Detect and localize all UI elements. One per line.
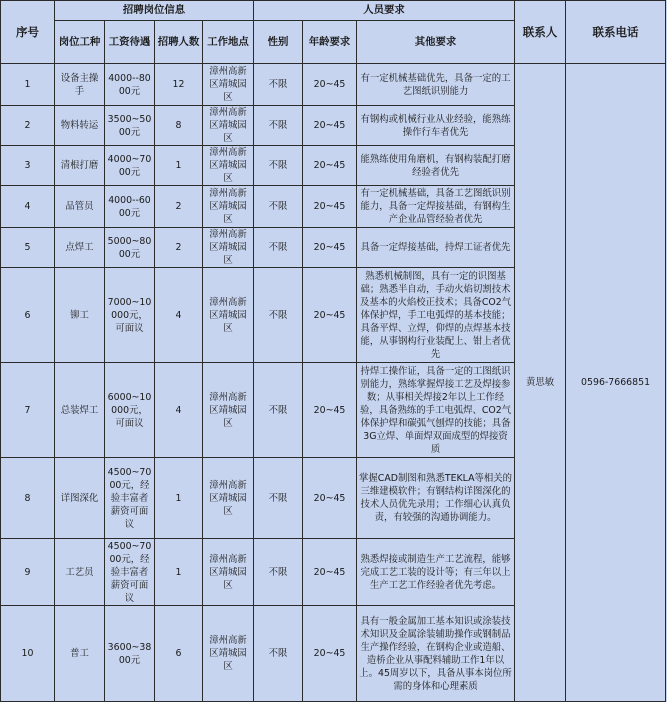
location-cell: 漳州高新区靖城园区 [203,458,254,539]
job-cell: 工艺员 [55,539,105,606]
job-cell: 详图深化 [55,458,105,539]
seq-cell: 5 [1,228,55,268]
gender-cell: 不限 [254,146,303,186]
salary-cell: 4000~7000元 [105,146,155,186]
seq-cell: 8 [1,458,55,539]
location-cell: 漳州高新区靖城园区 [203,606,254,702]
other-requirements-cell: 有一定机械基础优先，具备一定的工艺图纸识别能力 [357,64,515,106]
job-info-group-header: 招聘岗位信息 [55,1,254,21]
gender-cell: 不限 [254,64,303,106]
count-cell: 4 [155,363,203,458]
salary-cell: 4000--6000元 [105,186,155,228]
seq-cell: 4 [1,186,55,228]
count-cell: 2 [155,228,203,268]
age-cell: 20~45 [303,268,357,363]
col-count-header: 招聘人数 [155,21,203,64]
age-cell: 20~45 [303,606,357,702]
gender-cell: 不限 [254,539,303,606]
salary-cell: 3600~3800元 [105,606,155,702]
job-cell: 品管员 [55,186,105,228]
salary-cell: 3500~5000元 [105,106,155,146]
gender-cell: 不限 [254,106,303,146]
location-cell: 漳州高新区靖城园区 [203,146,254,186]
job-cell: 总装焊工 [55,363,105,458]
col-salary-header: 工资待遇 [105,21,155,64]
age-cell: 20~45 [303,106,357,146]
other-requirements-cell: 熟悉焊接或制造生产工艺流程，能够完成工艺工装的设计等；有三年以上生产工艺工作经验者优先考虑。 [357,539,515,606]
col-phone-header: 联系电话 [566,1,666,64]
location-cell: 漳州高新区靖城园区 [203,186,254,228]
location-cell: 漳州高新区靖城园区 [203,539,254,606]
location-cell: 漳州高新区靖城园区 [203,64,254,106]
location-cell: 漳州高新区靖城园区 [203,268,254,363]
age-cell: 20~45 [303,539,357,606]
age-cell: 20~45 [303,228,357,268]
other-requirements-cell: 有一定机械基础，具备工艺图纸识别能力，具备一定焊接基础，有钢构生产企业品管经验者优先 [357,186,515,228]
gender-cell: 不限 [254,186,303,228]
personnel-requirements-group-header: 人员要求 [254,1,515,21]
salary-cell: 4000--8000元 [105,64,155,106]
salary-cell: 6000~10000元，可面议 [105,363,155,458]
other-requirements-cell: 具有一般金属加工基本知识或涂装技术知识及金属涂装辅助操作或钢制品生产操作经验，在钢构企业或造船、造桥企业从事配料辅助工作1年以上。45周岁以下，具备从事本岗位所需的身体和心理素质 [357,606,515,702]
col-location-header: 工作地点 [203,21,254,64]
other-requirements-cell: 有钢构或机械行业从业经验，能熟练操作行车者优先 [357,106,515,146]
count-cell: 6 [155,606,203,702]
seq-cell: 3 [1,146,55,186]
count-cell: 2 [155,186,203,228]
age-cell: 20~45 [303,458,357,539]
count-cell: 4 [155,268,203,363]
job-cell: 铆工 [55,268,105,363]
job-cell: 点焊工 [55,228,105,268]
gender-cell: 不限 [254,363,303,458]
other-requirements-cell: 掌握CAD制图和熟悉TEKLA等相关的三维建模软件；有钢结构详图深化的技术人员优先录用；工作细心认真负责，有较强的沟通协调能力。 [357,458,515,539]
salary-cell: 4500~7000元，经验丰富者薪资可面议 [105,539,155,606]
other-requirements-cell: 熟悉机械制图，具有一定的识图基础；熟悉半自动，手动火焰切割技术及基本的火焰校正技术；具备CO2气体保护焊，手工电弧焊的基本技能；具备平焊、立焊，仰焊的点焊基本技能，从事钢构行业装配上、钳上者优先 [357,268,515,363]
seq-cell: 1 [1,64,55,106]
seq-cell: 6 [1,268,55,363]
job-cell: 物料转运 [55,106,105,146]
job-cell: 设备主操手 [55,64,105,106]
job-cell: 普工 [55,606,105,702]
salary-cell: 5000~8000元 [105,228,155,268]
job-cell: 清根打磨 [55,146,105,186]
seq-cell: 10 [1,606,55,702]
location-cell: 漳州高新区靖城园区 [203,363,254,458]
count-cell: 1 [155,539,203,606]
other-requirements-cell: 具备一定焊接基础，持焊工证者优先 [357,228,515,268]
age-cell: 20~45 [303,363,357,458]
count-cell: 1 [155,146,203,186]
age-cell: 20~45 [303,146,357,186]
gender-cell: 不限 [254,228,303,268]
count-cell: 8 [155,106,203,146]
contact-name-cell: 黄思敏 [515,64,566,702]
count-cell: 12 [155,64,203,106]
col-age-header: 年龄要求 [303,21,357,64]
header-row-1 [1,1,666,21]
salary-cell: 7000~10000元，可面议 [105,268,155,363]
other-requirements-cell: 持焊工操作证，具备一定的工图纸识别能力，熟练掌握焊接工艺及焊接参数；从事相关焊接2年以上工作经验，具备熟练的手工电弧焊、CO2气体保护焊和碳弧气刨焊的技能；具备3G立焊、单面焊双面成型的焊接资质 [357,363,515,458]
col-contact-header: 联系人 [515,1,566,64]
location-cell: 漳州高新区靖城园区 [203,106,254,146]
salary-cell: 4500~7000元，经验丰富者薪资可面议 [105,458,155,539]
contact-phone-cell: 0596-7666851 [566,64,666,702]
col-other-header: 其他要求 [357,21,515,64]
age-cell: 20~45 [303,64,357,106]
gender-cell: 不限 [254,458,303,539]
count-cell: 1 [155,458,203,539]
age-cell: 20~45 [303,186,357,228]
col-job-type-header: 岗位工种 [55,21,105,64]
gender-cell: 不限 [254,268,303,363]
location-cell: 漳州高新区靖城园区 [203,228,254,268]
col-seq-header: 序号 [1,1,55,64]
seq-cell: 7 [1,363,55,458]
table-row [1,64,666,106]
col-gender-header: 性别 [254,21,303,64]
gender-cell: 不限 [254,606,303,702]
seq-cell: 9 [1,539,55,606]
other-requirements-cell: 能熟练使用角磨机，有钢构装配打磨经验者优先 [357,146,515,186]
seq-cell: 2 [1,106,55,146]
